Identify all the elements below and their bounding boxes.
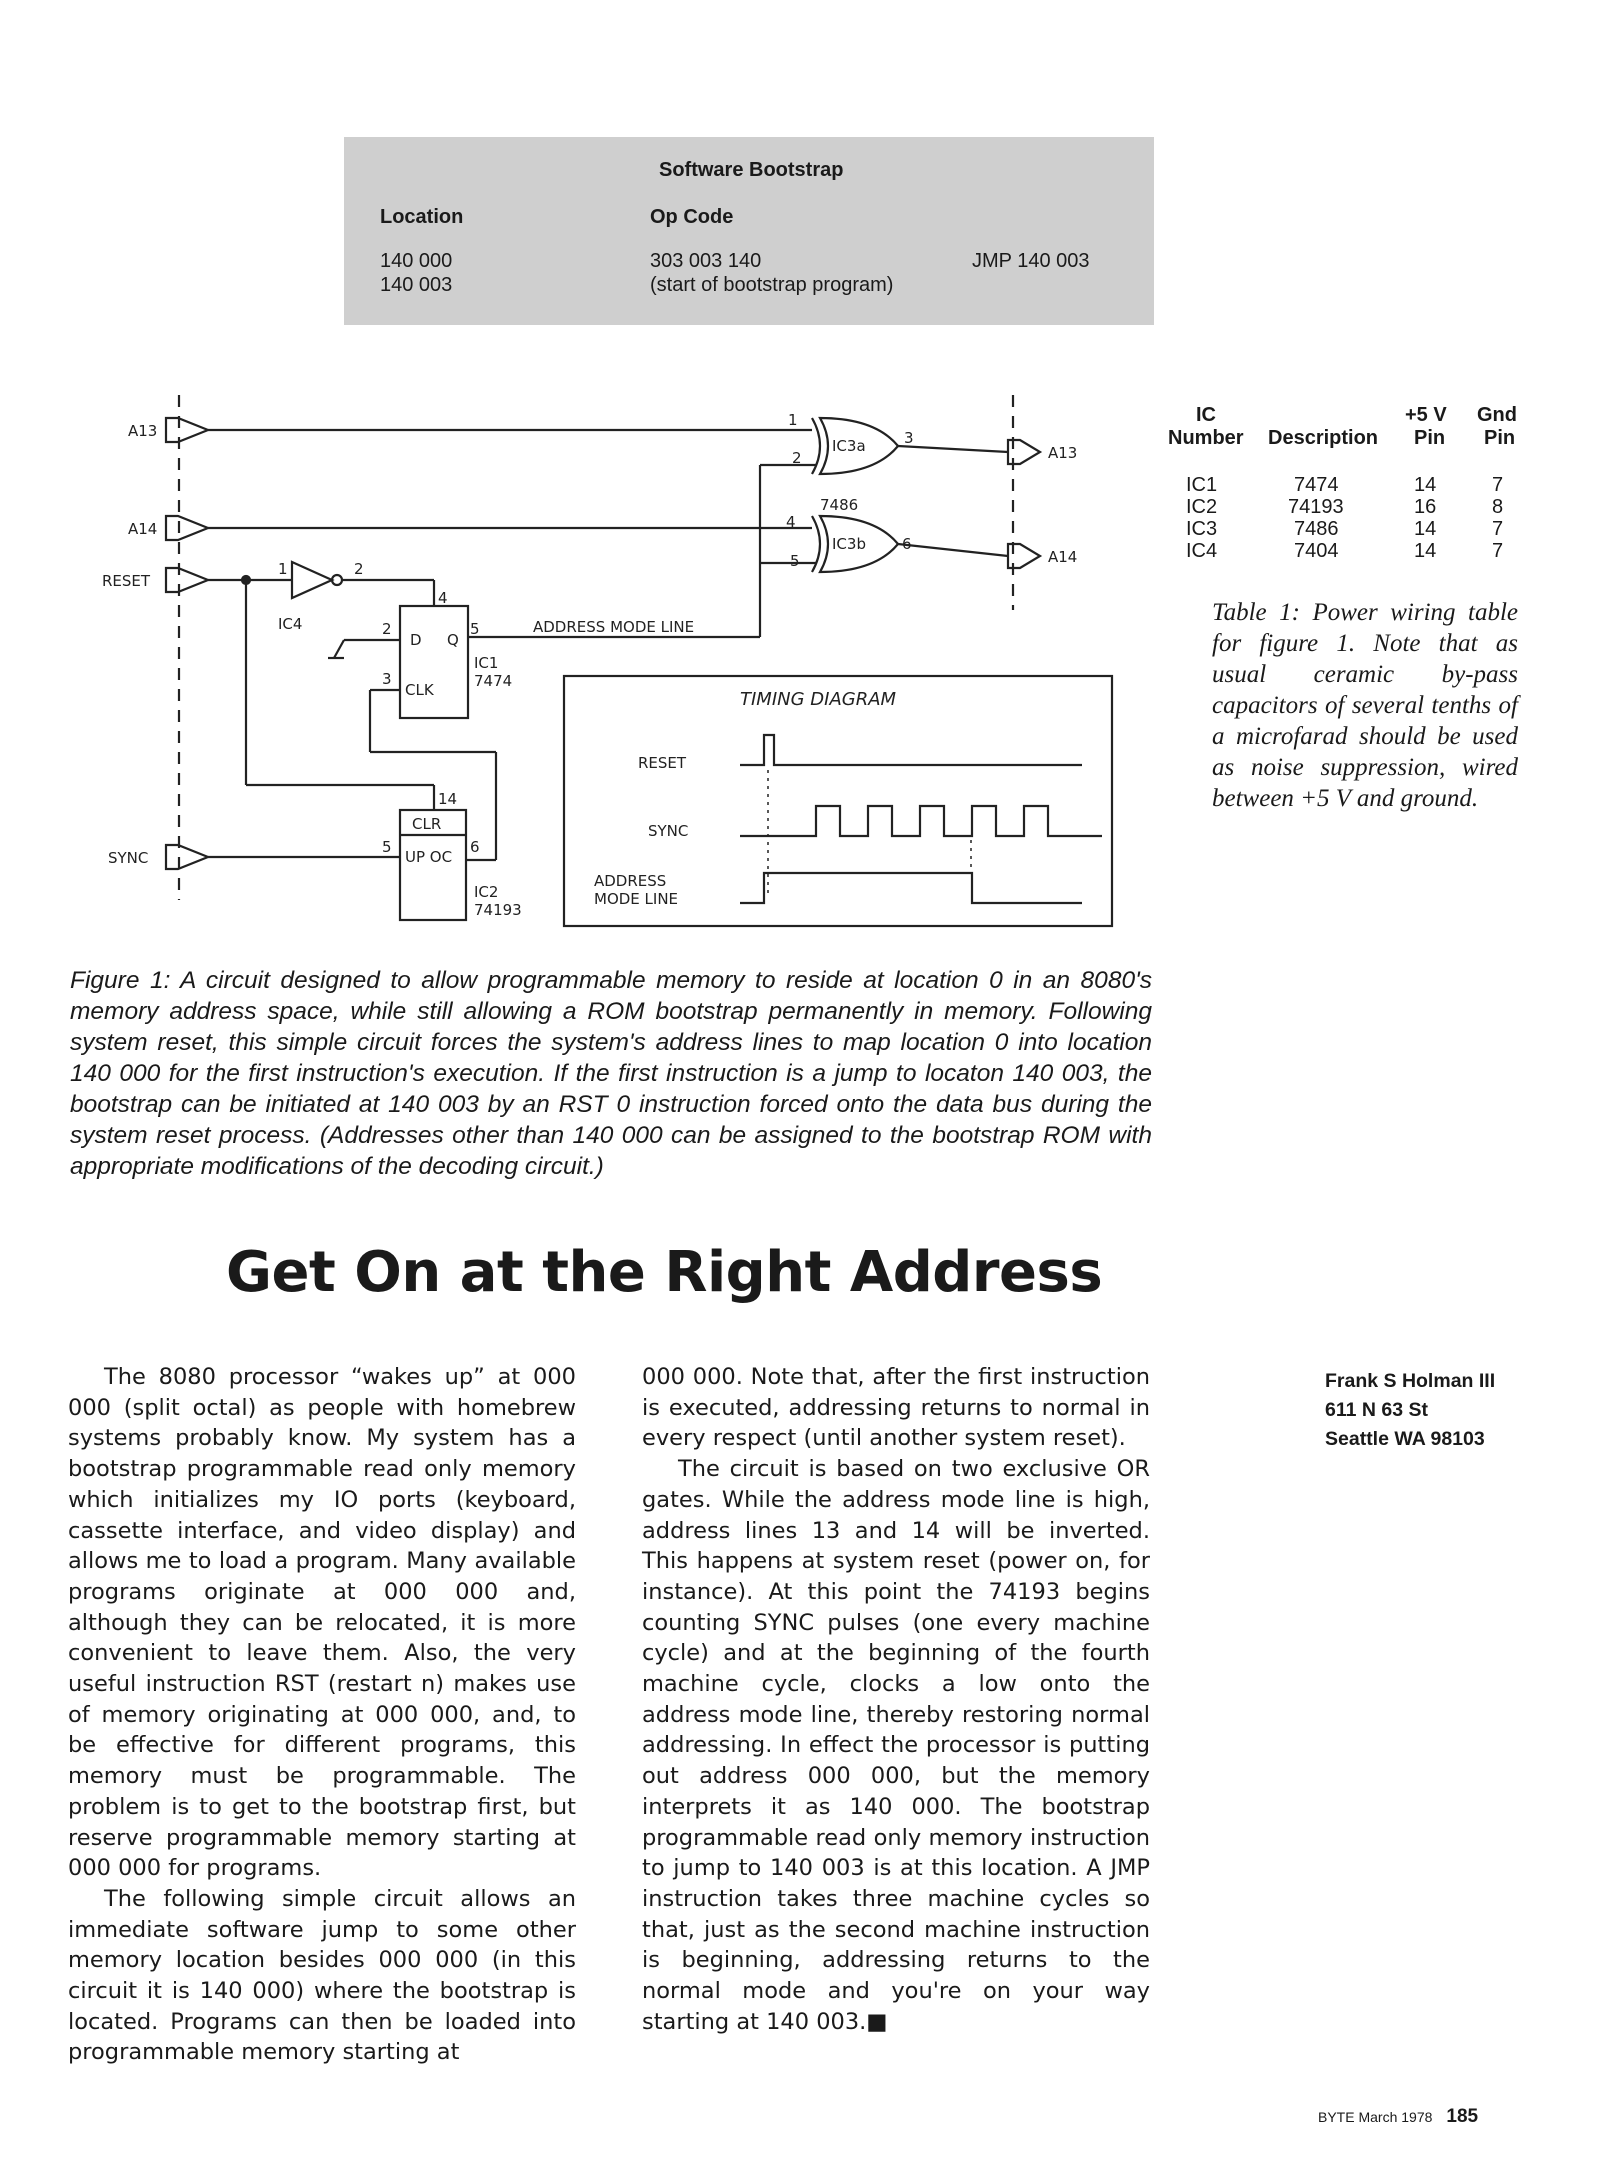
row1-opcode: 303 003 140 — [650, 250, 762, 272]
pin-5-ic1: 5 — [470, 620, 480, 638]
pin-4-ic1: 4 — [438, 589, 448, 607]
pin-3-ic3a: 3 — [904, 429, 914, 447]
pin-14-ic2: 14 — [438, 790, 458, 808]
row1-location: 140 000 — [380, 250, 453, 272]
timing-reset-label: RESET — [638, 754, 687, 772]
label-clk: CLK — [405, 681, 434, 699]
hdr-description: Description — [1268, 427, 1379, 449]
label-clr: CLR — [412, 815, 442, 833]
label-out-a13: A13 — [1048, 444, 1078, 462]
hdr-number: Number — [1168, 427, 1244, 449]
col2-paragraph-1: 000 000. Note that, after the first instruction is executed, addressing returns to normal in every respect (until another system reset). — [642, 1364, 1150, 1452]
footer-issue: BYTE March 1978 — [1318, 2109, 1433, 2125]
label-address-mode-line: ADDRESS MODE LINE — [533, 618, 695, 636]
label-ic2: IC2 — [474, 883, 499, 901]
hdr-5v: +5 V — [1405, 404, 1447, 426]
row2-gnd: 8 — [1492, 496, 1504, 518]
location-header: Location — [380, 206, 464, 228]
row2-ic: IC2 — [1186, 496, 1218, 518]
figure-caption: Figure 1: A circuit designed to allow programmable memory to reside at location 0 in an 8080's memory address space, while still allowing a ROM bootstrap permanently in memory. Following system reset, this simple circuit forces the system's address lines to map location 0 into location 140 000 for the first instruction's execution. If the first instruction is a jump to locaton 140 003, the bootstrap can be initiated at 140 003 by an RST 0 instruction forced onto the data bus during the system reset process. (Addresses other than 140 000 can be assigned to the bootstrap ROM with appropriate modifications of the decoding circuit.) — [70, 967, 1152, 1180]
author-block — [1325, 1367, 1495, 1454]
pin-1-ic4: 1 — [278, 560, 288, 578]
label-q: Q — [447, 631, 459, 649]
label-in-sync: SYNC — [108, 849, 149, 867]
label-in-a13: A13 — [128, 422, 158, 440]
page-number: 185 — [1446, 2106, 1479, 2127]
bootstrap-title: Software Bootstrap — [659, 159, 844, 181]
hdr-gnd-pin: Pin — [1484, 427, 1516, 449]
table-caption: Table 1: Power wiring table for figure 1. Note that as usual ceramic by-pass capacitors of several tenths of a microfarad should be used as noise suppression, wired between +5 V and ground. — [1212, 599, 1518, 812]
page-footer — [1318, 2106, 1478, 2128]
article-column-1 — [68, 1362, 576, 2068]
row2-opcode: (start of bootstrap program) — [650, 274, 894, 296]
hdr-gnd: Gnd — [1477, 404, 1517, 426]
pin-1: 1 — [788, 411, 798, 429]
row1-5v: 14 — [1414, 474, 1437, 496]
pin-2-ic1: 2 — [382, 620, 392, 638]
author-city: Seattle WA 98103 — [1325, 1428, 1485, 1450]
author-name: Frank S Holman III — [1325, 1370, 1496, 1392]
label-ic3a: IC3a — [832, 437, 866, 455]
row1-gnd: 7 — [1492, 474, 1504, 496]
label-ic3b: IC3b — [832, 535, 866, 553]
row4-gnd: 7 — [1492, 540, 1504, 562]
pin-2-ic4: 2 — [354, 560, 364, 578]
pin-4-ic3b: 4 — [786, 513, 796, 531]
row2-desc: 74193 — [1288, 496, 1344, 518]
col1-paragraph-1: The 8080 processor “wakes up” at 000 000 (split octal) as people with homebrew systems probably know. My system has a bootstrap programmable read only memory which initializes my IO ports (keyboard, cassette interface, and video display) and allows me to load a program. Many available programs originate at 000 000 and, although they can be relocated, it is more convenient to leave them. Also, the very useful instruction RST (restart n) makes use of memory originating at 000 000, and, to be effective for different programs, this memory must be programmable. The problem is to get to the bootstrap first, but reserve programmable memory starting at 000 000 for programs. — [68, 1364, 576, 1882]
pin-3-ic1: 3 — [382, 670, 392, 688]
timing-title: TIMING DIAGRAM — [740, 689, 897, 710]
circuit-schematic — [0, 0, 1160, 940]
row3-desc: 7486 — [1294, 518, 1339, 540]
pin-2-ic3a: 2 — [792, 449, 802, 467]
pin-6-ic3b: 6 — [902, 535, 912, 553]
label-7474: 7474 — [474, 672, 513, 690]
col2-paragraph-2: The circuit is based on two exclusive OR gates. While the address mode line is high, address lines 13 and 14 will be inverted. This happens at system reset (power on, for instance). At this point the 74193 begins counting SYNC pulses (one every machine cycle) and at the beginning of the fourth machine cycle, clocks a low onto the address mode line, thereby restoring normal addressing. In effect the processor is putting out address 000 000, but the memory interprets it as 140 000. The bootstrap programmable read only memory instruction to jump to 140 003 is at this location. A JMP instruction takes three machine cycles so that, just as the second machine instruction is beginning, addressing returns to the normal mode and you're on your way starting at 140 003.■ — [642, 1456, 1150, 2035]
pin-6-ic2: 6 — [470, 838, 480, 856]
timing-address-label: ADDRESS — [594, 872, 667, 890]
row4-5v: 14 — [1414, 540, 1437, 562]
label-ic4: IC4 — [278, 615, 303, 633]
label-ic1: IC1 — [474, 654, 499, 672]
author-street: 611 N 63 St — [1325, 1399, 1428, 1421]
timing-mode-line-label: MODE LINE — [594, 890, 679, 908]
label-out-a14: A14 — [1048, 548, 1078, 566]
row2-5v: 16 — [1414, 496, 1437, 518]
article-column-2 — [642, 1362, 1150, 2037]
pin-5-ic2: 5 — [382, 838, 392, 856]
row2-location: 140 003 — [380, 274, 453, 296]
label-in-a14: A14 — [128, 520, 158, 538]
label-in-reset: RESET — [102, 572, 151, 590]
row4-ic: IC4 — [1186, 540, 1218, 562]
article-title: Get On at the Right Address — [226, 1240, 1103, 1305]
row1-ic: IC1 — [1186, 474, 1218, 496]
label-74193: 74193 — [474, 901, 522, 919]
label-d: D — [410, 631, 422, 649]
label-7486: 7486 — [820, 496, 859, 514]
row4-desc: 7404 — [1294, 540, 1339, 562]
opcode-header: Op Code — [650, 206, 734, 228]
row3-ic: IC3 — [1186, 518, 1218, 540]
timing-sync-label: SYNC — [648, 822, 689, 840]
pin-5-ic3b: 5 — [790, 552, 800, 570]
col1-paragraph-2: The following simple circuit allows an immediate software jump to some other memory location besides 000 000 (in this circuit it is 140 000) where the bootstrap is located. Programs can then be loaded into programmable memory starting at — [68, 1885, 576, 2066]
row3-5v: 14 — [1414, 518, 1437, 540]
row1-instruction: JMP 140 003 — [972, 250, 1090, 272]
row1-desc: 7474 — [1294, 474, 1339, 496]
label-upoc: UP OC — [405, 848, 453, 866]
hdr-5v-pin: Pin — [1414, 427, 1446, 449]
hdr-ic: IC — [1196, 404, 1216, 426]
row3-gnd: 7 — [1492, 518, 1504, 540]
